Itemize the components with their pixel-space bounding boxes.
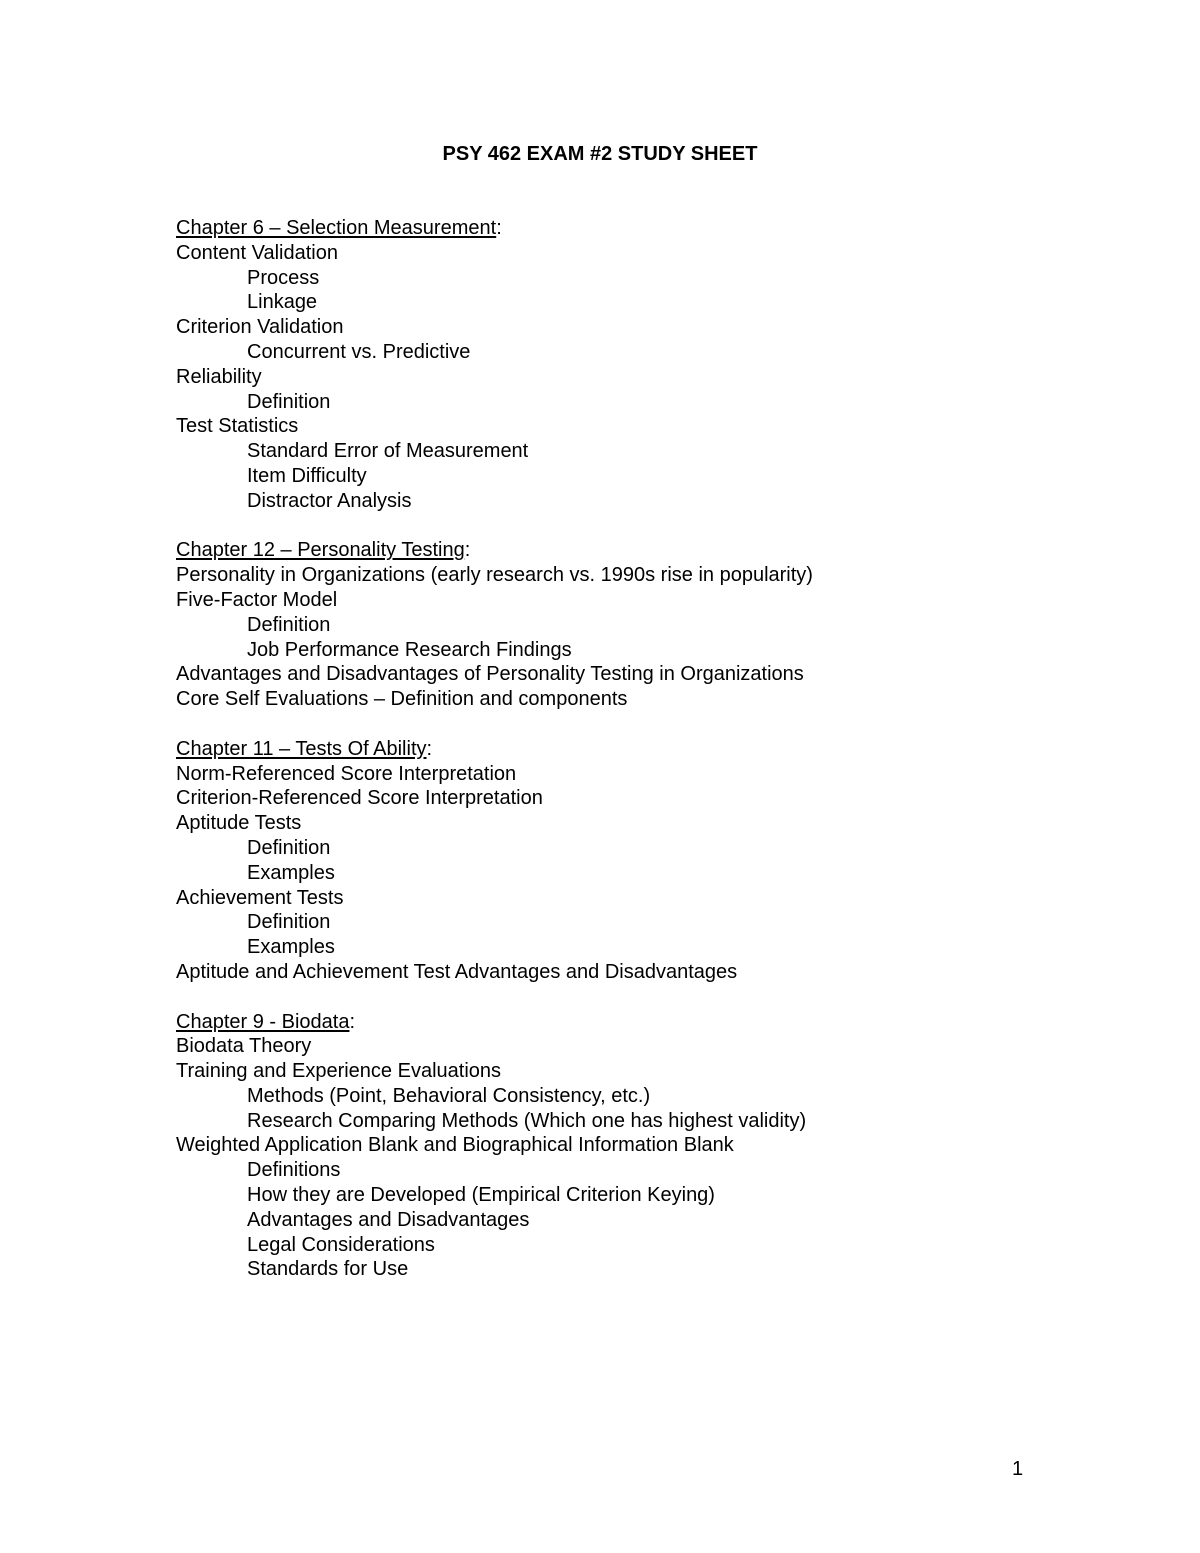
chapter-heading (176, 216, 1096, 241)
page-title: PSY 462 EXAM #2 STUDY SHEET (442, 143, 758, 165)
topic-item: Advantages and Disadvantages of Personality Testing in Organizations (176, 663, 804, 686)
subtopic-item: Process (247, 266, 320, 289)
subtopic-item: Definition (247, 390, 331, 413)
subtopic-item: Standard Error of Measurement (247, 440, 529, 463)
topic-item: Biodata Theory (176, 1035, 312, 1058)
topic-item: Weighted Application Blank and Biographical Information Blank (176, 1134, 734, 1157)
topic-item: Five-Factor Model (176, 588, 338, 611)
section-spacer (176, 985, 1096, 1010)
topic-item: Aptitude and Achievement Test Advantages and Disadvantages (176, 960, 738, 983)
section-spacer (176, 514, 1096, 539)
chapter-heading-text: Chapter 9 - Biodata (176, 1010, 350, 1033)
chapter-heading-colon: : (426, 737, 433, 760)
topic-item: Training and Experience Evaluations (176, 1060, 502, 1083)
chapter-heading (176, 538, 1096, 563)
topic-item: Criterion Validation (176, 316, 344, 339)
chapter-section (176, 737, 1096, 985)
subtopic-item: Concurrent vs. Predictive (247, 340, 471, 363)
topic-item: Test Statistics (176, 415, 299, 438)
subtopic-item: How they are Developed (Empirical Criterion Keying) (247, 1184, 715, 1207)
subtopic-item: Legal Considerations (247, 1233, 435, 1256)
study-sheet-content (176, 216, 1096, 1282)
topic-item: Personality in Organizations (early research vs. 1990s rise in popularity) (176, 564, 813, 587)
subtopic-item: Standards for Use (247, 1258, 409, 1281)
subtopic-item: Item Difficulty (247, 464, 367, 487)
topic-item: Criterion-Referenced Score Interpretation (176, 787, 543, 810)
topic-item: Aptitude Tests (176, 812, 302, 835)
chapter-heading-colon: : (464, 539, 471, 562)
topic-item: Content Validation (176, 241, 338, 264)
topic-item: Reliability (176, 365, 262, 388)
chapter-section (176, 216, 1096, 514)
subtopic-item: Definition (247, 836, 331, 859)
subtopic-item: Definitions (247, 1159, 341, 1182)
chapter-heading-colon: : (496, 217, 502, 239)
chapter-heading (176, 1010, 1096, 1035)
subtopic-item: Advantages and Disadvantages (247, 1208, 530, 1231)
chapter-section (176, 538, 1096, 712)
subtopic-item: Research Comparing Methods (Which one has highest validity) (247, 1109, 807, 1132)
subtopic-item: Examples (247, 936, 335, 959)
chapter-heading-text: Chapter 6 – Selection Measurement (176, 217, 497, 239)
topic-item: Norm-Referenced Score Interpretation (176, 762, 517, 785)
subtopic-item: Job Performance Research Findings (247, 638, 572, 661)
subtopic-item: Definition (247, 911, 331, 934)
chapter-heading-colon: : (349, 1010, 355, 1033)
subtopic-item: Examples (247, 861, 335, 884)
chapter-heading (176, 737, 1096, 762)
subtopic-item: Methods (Point, Behavioral Consistency, etc.) (247, 1084, 651, 1107)
topic-item: Core Self Evaluations – Definition and components (176, 688, 628, 711)
chapter-section (176, 1010, 1096, 1283)
section-spacer (176, 712, 1096, 737)
subtopic-item: Distractor Analysis (247, 489, 412, 512)
page-number: 1 (1012, 1458, 1024, 1480)
chapter-heading-text: Chapter 12 – Personality Testing (176, 539, 465, 562)
chapter-heading-text: Chapter 11 – Tests Of Ability (176, 737, 427, 760)
subtopic-item: Linkage (247, 291, 318, 314)
topic-item: Achievement Tests (176, 886, 344, 909)
subtopic-item: Definition (247, 613, 331, 636)
